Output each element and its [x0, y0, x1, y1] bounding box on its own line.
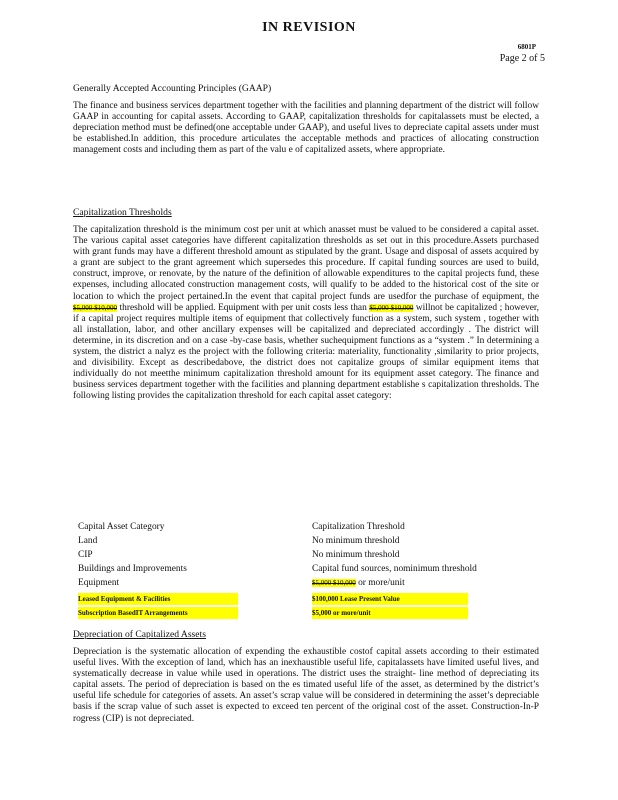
- capitalization-text-2: threshold will be applied. Equipment with per unit costs less than: [116, 302, 370, 313]
- capitalization-text-1: The capitalization threshold is the minimum cost per unit at which anasset must be valued to be considered a capital asset. The various capital asset categories have different capitalization thresholds as set out in this procedure.Assets purchased with grant funds may have a different threshold amount as stipulated by the grant. Usage and disposal of assets acquired by a grant are subject to the grant agreement which supersedes this procedure. If capital funding sources are used to build, construct, improve, or renovate, by the nature of the definition of allowable expenditures to the capital projects fund, these expenses, including allocated construction management costs, will qualify to be added to the historical cost of the site or location to which the project pertained.In the event that capital project funds are usedfor the purchase of equipment, the: [73, 225, 539, 302]
- category-cell: Subscription BasedIT Arrangements: [78, 609, 188, 617]
- table-row: [78, 578, 538, 592]
- table-row: [78, 564, 538, 578]
- equipment-threshold-suffix: or more/unit: [355, 578, 405, 588]
- category-cell: CIP: [78, 550, 93, 560]
- category-cell: Equipment: [78, 578, 120, 588]
- capitalization-heading: Capitalization Thresholds: [73, 207, 172, 218]
- threshold-cell: [312, 578, 405, 588]
- threshold-cell: $100,000 Lease Present Value: [312, 595, 400, 603]
- category-cell: Buildings and Improvements: [78, 564, 187, 574]
- struck-threshold-1: $5,000 $10,000: [73, 303, 117, 312]
- category-cell: Leased Equipment & Facilities: [78, 595, 171, 603]
- page-title: IN REVISION: [262, 20, 356, 35]
- struck-threshold-2: $5,000 $10,000: [369, 303, 414, 312]
- page-number: Page 2 of 5: [499, 53, 545, 64]
- category-cell: Land: [78, 536, 98, 546]
- capitalization-text-3: willnot be capitalized ; however, if a capital project requires multiple items of equipment that collectively function as a system, such system , together with all installation, labor, and other ancillary expenses will be capitalized and depreciated accordingly . The district will determine, in its discretion and on a case -by-case basis, whether suchequipment functions as a “system .” In determining a system, the district a nalyz es the project with the following criteria: materiality, functionality ,similarity to prior projects, and divisibility. Except as describedabove, the district does not capitalize groups of similar equipment items that individually do not meetthe minimum capitalization threshold amount for its equipment asset category. The finance and business services department together with the facilities and planning department establishe s capitalization thresholds. The following listing provides the capitalization threshold for each capital asset category:: [73, 302, 540, 402]
- document-number: 6801P: [517, 43, 536, 51]
- depreciation-heading: Depreciation of Capitalized Assets: [73, 629, 206, 640]
- threshold-cell: No minimum threshold: [312, 536, 400, 546]
- table-row: [78, 607, 538, 621]
- table-row: [78, 550, 538, 564]
- gaap-heading: Generally Accepted Accounting Principles (GAAP): [73, 83, 272, 94]
- threshold-cell: No minimum threshold: [312, 550, 400, 560]
- gaap-paragraph: The finance and business services department together with the facilities and planning department of the district will follow GAAP in accounting for capital assets. According to GAAP, capitalization thresholds for capitalassets must be elected, a depreciation method must be defined(one acceptable under GAAP), and useful lives to depreciate capital assets under must be established.In addition, this procedure articulates the acceptable methods and practices of allocating construction management costs and including them as part of the valu e of capitalized assets, where appropriate.: [73, 101, 539, 156]
- table-header-row: [78, 522, 538, 536]
- capitalization-paragraph: [73, 225, 539, 403]
- threshold-cell: Capital fund sources, nominimum threshold: [312, 564, 477, 574]
- threshold-cell: $5,000 or more/unit: [312, 609, 371, 617]
- table-row: [78, 536, 538, 550]
- struck-equipment-threshold: $5,000 $10,000: [312, 579, 356, 587]
- table-header-category: Capital Asset Category: [78, 522, 165, 532]
- table-row: [78, 593, 538, 607]
- table-header-threshold: Capitalization Threshold: [312, 522, 405, 532]
- depreciation-paragraph: Depreciation is the systematic allocation of expending the exhaustible costof capital assets according to their estimated useful lives. With the exception of land, which has an inexhaustible useful life, capitalassets have limited useful lives, and systematically decrease in value while used in operations. The district uses the straight- line method of depreciating its capital assets. The period of depreciation is based on the es timated useful life of the asset, as determined by the district’s useful life schedule for categories of assets. An asset’s scrap value will be considered in determining the asset’s depreciable basis if the scrap value of such asset is expected to exceed ten percent of the original cost of the asset. Construction-In-P rogress (CIP) is not depreciated.: [73, 647, 539, 724]
